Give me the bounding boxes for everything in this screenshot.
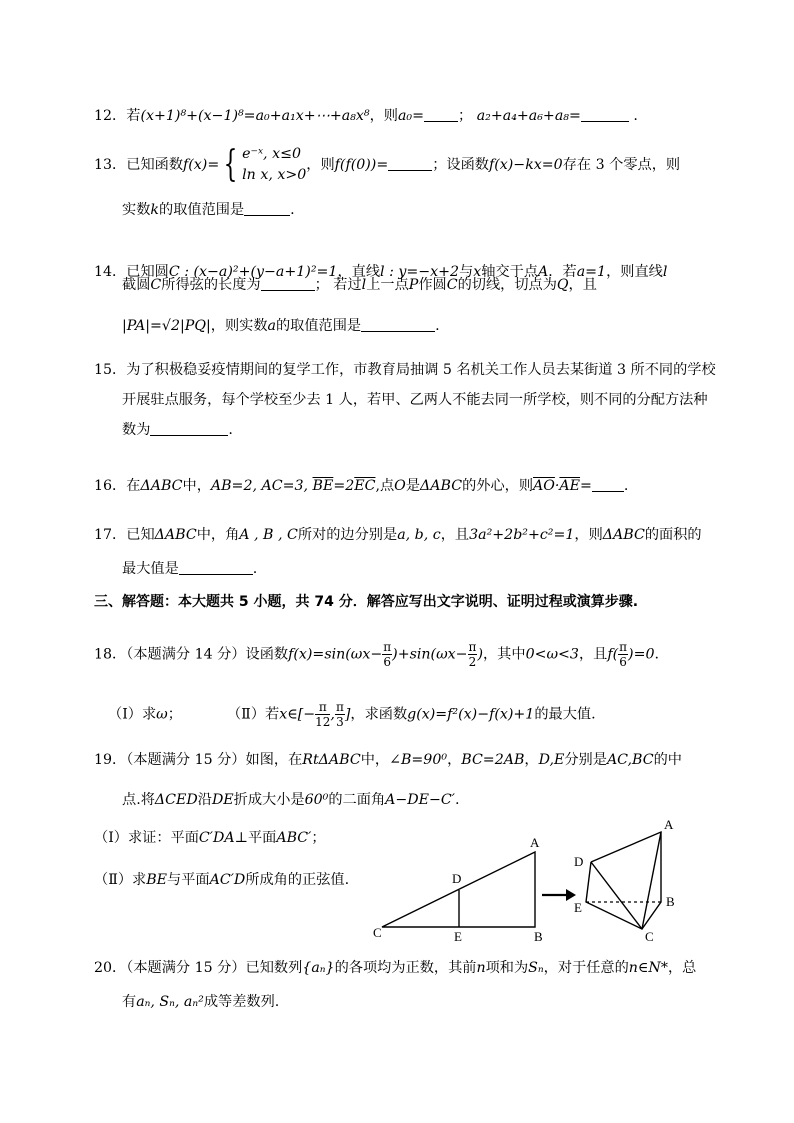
- geometry-figure: [370, 815, 690, 945]
- vector: $\overline{BE}$: [312, 478, 334, 494]
- fraction: $\frac{\pi}{2}$: [468, 640, 477, 669]
- label-A: A: [530, 835, 540, 850]
- answer-blank: [261, 276, 315, 291]
- question-19-line2: 点.将ΔCED沿DE折成大小是60⁰的二面角A−DE−C′.: [122, 792, 460, 808]
- answer-blank: [592, 477, 624, 492]
- answer-blank: [179, 560, 253, 575]
- question-number: 15．: [94, 362, 127, 378]
- section-heading: 三、解答题：本大题共 5 小题，共 74 分．解答应写出文字说明、证明过程或演算步骤.: [94, 594, 639, 610]
- equation: (x+1)⁸+(x−1)⁸=a₀+a₁x+⋯+a₈x⁸: [140, 108, 370, 124]
- question-18: 18．（本题满分 14 分）设函数f(x)=sin(ωx− $\frac{\pi}{6}$ )+sin(ωx− $\frac{\pi}{2}$ )，其中0<ω<3，且f( $\frac{\pi}{6}$ )=0.: [94, 640, 660, 669]
- question-14-line2: 截圆C所得弦的长度为 ； 若过l上一点P作圆C的切线，切点为Q，且: [122, 277, 597, 293]
- right-triangle-figure: [373, 835, 543, 944]
- question-number: 19．: [94, 752, 127, 768]
- answer-blank: [361, 317, 435, 332]
- piecewise-function: e⁻ˣ, x≤0 ln x, x>0: [242, 146, 307, 183]
- arrow-icon: [542, 889, 576, 901]
- vector: $\overline{AO}$: [533, 478, 555, 494]
- label-D: D: [452, 871, 462, 886]
- question-13: 13．已知函数f(x)= { e⁻ˣ, x≤0 ln x, x>0 ，则f(f(0))= ；设函数f(x)−kx=0存在 3 个零点，则: [94, 144, 681, 185]
- question-17: 17．已知ΔABC中，角A , B , C所对的边分别是a, b, c，且3a²+2b²+c²=1，则ΔABC的面积的: [94, 527, 702, 543]
- question-number: 17．: [94, 527, 127, 543]
- question-number: 20．: [94, 960, 127, 976]
- question-number: 13．: [94, 157, 127, 173]
- answer-blank: [244, 201, 290, 216]
- question-15-line2: 开展驻点服务，每个学校至少去 1 人，若甲、乙两人不能去同一所学校，则不同的分配方法种: [122, 392, 708, 408]
- question-number: 16．: [94, 478, 127, 494]
- label-A: A: [664, 817, 674, 832]
- answer-blank: [581, 107, 629, 122]
- vector: $\overline{AE}$: [559, 478, 581, 494]
- answer-blank: [150, 421, 228, 436]
- fraction: $\frac{\pi}{6}$: [619, 640, 628, 669]
- question-20-line2: 有aₙ, Sₙ, aₙ²成等差数列.: [122, 994, 280, 1010]
- question-14: 14．已知圆C : (x−a)²+(y−a+1)²=1，直线l : y=−x+2与x轴交于点A．若a=1，则直线l: [94, 264, 668, 280]
- folded-pyramid-figure: [574, 817, 675, 944]
- question-19-part1: （Ⅰ）求证：平面C′DA⊥平面ABC′；: [94, 830, 326, 846]
- answer-blank: [388, 156, 432, 171]
- label-E: E: [454, 929, 462, 944]
- vector: $\overline{EC}$: [354, 478, 376, 494]
- question-number: 12．: [94, 108, 127, 124]
- label-D: D: [574, 854, 584, 869]
- fraction: $\frac{\pi}{3}$: [335, 700, 344, 729]
- label-C: C: [645, 929, 654, 944]
- label-B: B: [534, 929, 543, 944]
- question-number: 14．: [94, 264, 127, 280]
- question-19: 19．（本题满分 15 分）如图，在RtΔABC中，∠B=90⁰，BC=2AB，D,E分别是AC,BC的中: [94, 752, 682, 768]
- question-13-line2: 实数k的取值范围是 .: [122, 202, 295, 218]
- question-15-line3: 数为 .: [122, 422, 233, 438]
- question-19-part2: （Ⅱ）求BE与平面AC′D所成角的正弦值.: [94, 872, 350, 888]
- question-20: 20．（本题满分 15 分）已知数列{aₙ}的各项均为正数，其前n项和为Sₙ，对于任意的n∈N*，总: [94, 960, 697, 976]
- fraction: $\frac{\pi}{12}$: [315, 700, 331, 729]
- question-18-parts: （Ⅰ）求ω； （Ⅱ）若x∈[− $\frac{\pi}{12}$ , $\frac{\pi}{3}$ ]，求函数g(x)=f²(x)−f(x)+1的最大值.: [108, 700, 596, 729]
- label-B: B: [666, 894, 675, 909]
- question-17-line2: 最大值是 .: [122, 561, 258, 577]
- label-E: E: [574, 900, 582, 915]
- question-16: 16．在ΔABC中，AB=2, AC=3, $\overline{BE}=2\overline{EC}$,点O是ΔABC的外心，则$\overline{AO}\cdot\overline{AE}=$ .: [94, 478, 629, 494]
- question-14-line3: |PA|=√2|PQ|，则实数a的取值范围是 .: [122, 318, 440, 334]
- answer-blank: [424, 107, 458, 122]
- fraction: $\frac{\pi}{6}$: [383, 640, 392, 669]
- label-C: C: [373, 925, 382, 940]
- question-12: 12．若(x+1)⁸+(x−1)⁸=a₀+a₁x+⋯+a₈x⁸，则a₀= ； a₂+a₄+a₆+a₈= .: [94, 108, 638, 124]
- question-15: 15．为了积极稳妥疫情期间的复学工作，市教育局抽调 5 名机关工作人员去某街道 3 所不同的学校: [94, 362, 716, 378]
- question-number: 18．: [94, 646, 127, 663]
